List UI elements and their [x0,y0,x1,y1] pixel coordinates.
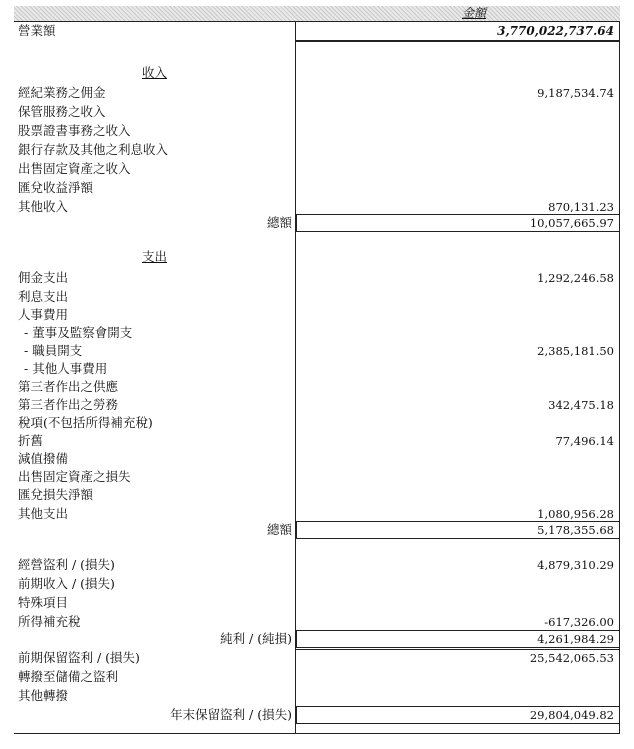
expense-label: - 職員開支 [24,343,83,358]
retained-label: 轉撥至儲備之盜利 [18,669,119,684]
result-label: 特殊項目 [18,595,69,610]
result-row [14,594,620,612]
income-label: 經紀業務之佣金 [18,85,106,100]
expense-row [14,432,620,450]
expense-label: - 其他人事費用 [24,361,108,376]
net-profit-row [14,630,620,648]
expense-label: 第三者作出之勞務 [18,397,119,412]
retained-label: 前期保留盜利 / (損失) [18,650,140,665]
income-label: 出售固定資產之收入 [18,161,131,176]
expense-heading-row [14,248,620,266]
expense-row [14,288,620,306]
income-row [14,84,620,102]
bottom-rule [14,733,620,734]
retained-value: 25,542,065.53 [529,651,614,665]
expense-label: - 董事及監察會開支 [24,325,133,340]
expense-row [14,450,620,468]
result-value: 4,879,310.29 [537,558,614,572]
income-label: 股票證書事務之收入 [18,123,131,138]
result-row [14,613,620,631]
net-profit-label: 純利 / (純損) [220,631,292,646]
expense-row [14,269,620,287]
expense-total-row [14,521,620,539]
result-label: 經營盜利 / (損失) [18,557,115,572]
expense-label: 佣金支出 [18,270,69,285]
retained-total-value: 29,804,049.82 [529,708,614,722]
expense-label: 稅項(不包括所得補充稅) [18,415,153,430]
retained-total-label: 年末保留盜利 / (損失) [170,707,292,722]
column-header [14,6,620,22]
income-heading: 收入 [142,65,168,80]
expense-heading: 支出 [142,249,168,264]
income-row [14,122,620,140]
expense-value: 1,292,246.58 [537,271,614,285]
result-label: 前期收入 / (損失) [18,576,115,591]
income-total-value: 10,057,665.97 [529,216,614,230]
income-row [14,160,620,178]
expense-label: 匯兌損失淨額 [18,487,94,502]
expense-label: 折舊 [18,433,44,448]
income-heading-row [14,64,620,82]
retained-row [14,668,620,686]
expense-value: 342,475.18 [548,398,614,412]
expense-value: 1,080,956.28 [537,507,614,521]
income-total-label: 總額 [266,215,292,230]
expense-total-value: 5,178,355.68 [537,523,614,537]
expense-row [14,486,620,504]
revenue-underline [296,40,619,42]
retained-total-row [14,706,620,724]
amount-column-label: 金額 [461,6,486,20]
expense-label: 人事費用 [18,307,69,322]
income-row [14,141,620,159]
expense-row [14,342,620,360]
expense-row [14,360,620,378]
result-row [14,556,620,574]
result-value: -617,326.00 [544,615,614,629]
expense-row [14,378,620,396]
result-label: 所得補充稅 [18,614,81,629]
result-row [14,575,620,593]
revenue-label: 營業額 [18,23,56,38]
income-row [14,103,620,121]
income-label: 匯兌收益淨額 [18,180,94,195]
expense-label: 減值撥備 [18,451,69,466]
income-value: 9,187,534.74 [537,86,614,100]
expense-label: 利息支出 [18,289,69,304]
financial-statement [14,6,620,734]
retained-row [14,649,620,667]
income-total-row [14,214,620,232]
expense-value: 2,385,181.50 [537,344,614,358]
expense-row [14,396,620,414]
expense-total-label: 總額 [266,522,292,537]
income-label: 銀行存款及其他之利息收入 [18,142,169,157]
income-value: 870,131.23 [548,200,614,214]
income-label: 保管服務之收入 [18,104,106,119]
expense-label: 第三者作出之供應 [18,379,119,394]
retained-row [14,687,620,705]
expense-value: 77,496.14 [555,434,614,448]
expense-row [14,468,620,486]
expense-label: 出售固定資產之損失 [18,469,131,484]
net-profit-value: 4,261,984.29 [537,632,614,646]
expense-row [14,306,620,324]
revenue-value: 3,770,022,737.64 [497,24,614,38]
income-row [14,179,620,197]
revenue-row [14,22,620,40]
retained-label: 其他轉撥 [18,688,69,703]
expense-row [14,414,620,432]
expense-label: 其他支出 [18,506,69,521]
expense-row [14,324,620,342]
income-label: 其他收入 [18,199,69,214]
